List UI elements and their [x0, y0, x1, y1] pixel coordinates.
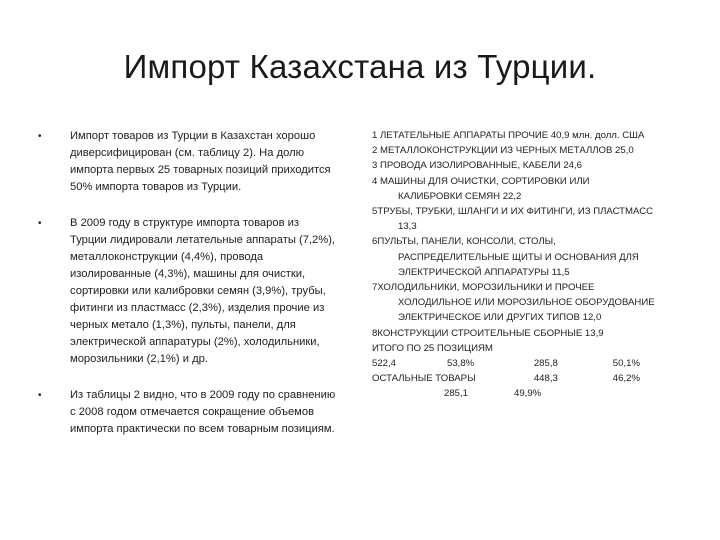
list-item: [372, 143, 672, 158]
others-value: 448,3: [533, 373, 558, 385]
last-value: 49,9%: [514, 388, 542, 400]
bullet-text: Из таблицы 2 видно, что в 2009 году по сравнению с 2008 годом отмечается сокращение объемов импорта практически по всем товарным позициям.: [70, 389, 336, 435]
list-item: [372, 158, 672, 173]
others-row: [372, 371, 672, 386]
others-label: ОСТАЛЬНЫЕ ТОВАРЫ: [372, 373, 476, 385]
last-value: 285,1: [444, 388, 469, 400]
item-text: 6ПУЛЬТЫ, ПАНЕЛИ, КОНСОЛИ, СТОЛЫ,: [372, 236, 556, 248]
totals-value: 53,8%: [447, 358, 475, 370]
list-item: [372, 204, 672, 234]
item-continuation: 13,3: [398, 221, 417, 233]
totals-value: 285,8: [533, 358, 558, 370]
import-list: [372, 128, 672, 402]
list-item: [372, 341, 672, 356]
item-text: ИТОГО ПО 25 ПОЗИЦИЯМ: [372, 342, 493, 354]
bullet-list: [38, 128, 338, 457]
item-text: 8КОНСТРУКЦИИ СТРОИТЕЛЬНЫЕ СБОРНЫЕ 13,9: [372, 327, 604, 339]
bullet-text: Импорт товаров из Турции в Казахстан хорошо диверсифицирован (см. таблицу 2). На долю импорта первых 25 товарных позиций приходится 50% импорта товаров из Турции.: [70, 130, 331, 193]
list-item: [372, 128, 672, 143]
bullet-icon: •: [38, 218, 42, 229]
item-text: 2 МЕТАЛЛОКОНСТРУКЦИИ ИЗ ЧЕРНЫХ МЕТАЛЛОВ 25,0: [372, 145, 634, 157]
slide-title: Импорт Казахстана из Турции.: [123, 48, 597, 85]
item-continuation: РАСПРЕДЕЛИТЕЛЬНЫЕ ЩИТЫ И ОСНОВАНИЯ ДЛЯ ЭЛЕКТРИЧЕСКОЙ АППАРАТУРЫ 11,5: [398, 251, 639, 278]
item-text: 5ТРУБЫ, ТРУБКИ, ШЛАНГИ И ИХ ФИТИНГИ, ИЗ ПЛАСТМАСС: [372, 206, 654, 218]
bullet-icon: •: [38, 390, 42, 401]
bullet-icon: •: [38, 131, 42, 142]
totals-value: 50,1%: [612, 358, 640, 370]
list-item: [372, 174, 672, 204]
bullet-item: [38, 128, 338, 196]
list-item: [372, 280, 672, 326]
item-continuation: ХОЛОДИЛЬНОЕ ИЛИ МОРОЗИЛЬНОЕ ОБОРУДОВАНИЕ ЭЛЕКТРИЧЕСКОЕ ИЛИ ДРУГИХ ТИПОВ 12,0: [398, 297, 655, 324]
bullet-item: [38, 215, 338, 368]
last-row: [372, 386, 672, 401]
item-continuation: КАЛИБРОВКИ СЕМЯН 22,2: [398, 190, 522, 202]
item-text: 1 ЛЕТАТЕЛЬНЫЕ АППАРАТЫ ПРОЧИЕ 40,9 млн. долл. США: [372, 130, 645, 141]
totals-row: [372, 356, 672, 371]
item-text: 4 МАШИНЫ ДЛЯ ОЧИСТКИ, СОРТИРОВКИ ИЛИ: [372, 175, 590, 187]
totals-value: 522,4: [372, 358, 397, 370]
others-value: 46,2%: [612, 373, 640, 385]
bullet-item: [38, 387, 338, 438]
bullet-text: В 2009 году в структуре импорта товаров из Турции лидировали летательные аппараты (7,2%), металлоконструкции (4,4%), провода изолированные (4,3%), машины для очистки, сортировки или калибровки семян (3,9%), трубы, фитинги из пластмасс (2,3%), изделия прочие из черных метало (1,3%), пульты, панели, для электрической аппаратуры (2%), холодильники, морозильники (2,1%) и др.: [70, 217, 336, 365]
item-text: 3 ПРОВОДА ИЗОЛИРОВАННЫЕ, КАБЕЛИ 24,6: [372, 160, 582, 172]
list-item: [372, 326, 672, 341]
list-item: [372, 234, 672, 280]
item-text: 7ХОЛОДИЛЬНИКИ, МОРОЗИЛЬНИКИ И ПРОЧЕЕ: [372, 282, 595, 294]
